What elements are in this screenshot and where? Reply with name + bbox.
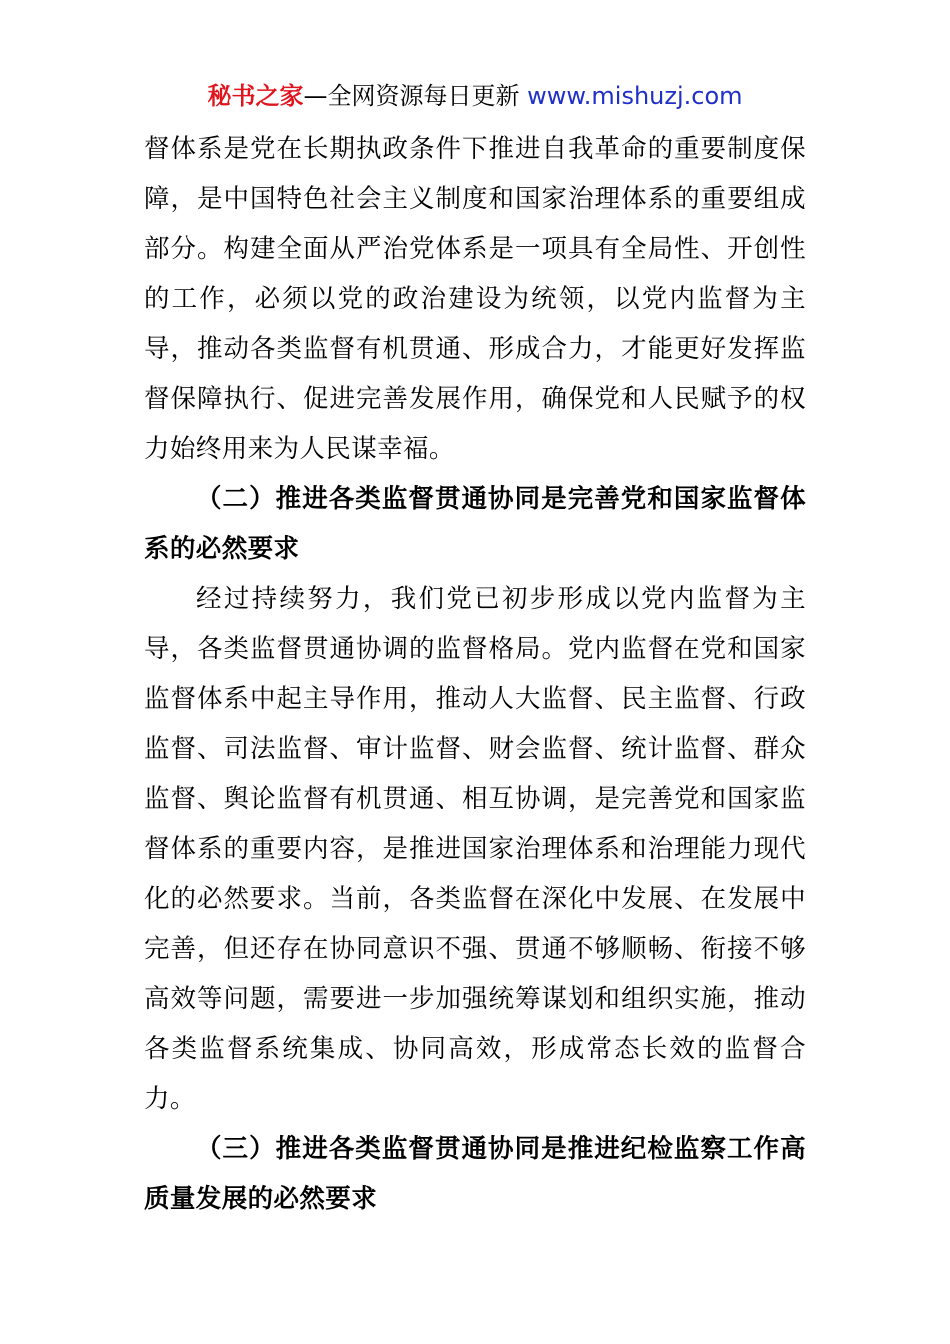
- document-body: [144, 124, 806, 1224]
- paragraph-2: 经过持续努力，我们党已初步形成以党内监督为主导，各类监督贯通协调的监督格局。党内监督在党和国家监督体系中起主导作用，推动人大监督、民主监督、行政监督、司法监督、审计监督、财会监督、统计监督、群众监督、舆论监督有机贯通、相互协调，是完善党和国家监督体系的重要内容，是推进国家治理体系和治理能力现代化的必然要求。当前，各类监督在深化中发展、在发展中完善，但还存在协同意识不强、贯通不够顺畅、衔接不够高效等问题，需要进一步加强统筹谋划和组织实施，推动各类监督系统集成、协同高效，形成常态长效的监督合力。: [144, 584, 806, 1114]
- site-tagline: —全网资源每日更新: [303, 82, 528, 110]
- site-url-link[interactable]: www.mishuzj.com: [527, 82, 743, 110]
- page-header: [0, 80, 950, 112]
- section-heading-3: （三）推进各类监督贯通协同是推进纪检监察工作高质量发展的必然要求: [144, 1134, 806, 1214]
- paragraph-continued: 督体系是党在长期执政条件下推进自我革命的重要制度保障，是中国特色社会主义制度和国家治理体系的重要组成部分。构建全面从严治党体系是一项具有全局性、开创性的工作，必须以党的政治建设为统领，以党内监督为主导，推动各类监督有机贯通、形成合力，才能更好发挥监督保障执行、促进完善发展作用，确保党和人民赋予的权力始终用来为人民谋幸福。: [144, 134, 806, 464]
- section-heading-2: （二）推进各类监督贯通协同是完善党和国家监督体系的必然要求: [144, 484, 806, 564]
- site-brand: 秘书之家: [207, 82, 304, 110]
